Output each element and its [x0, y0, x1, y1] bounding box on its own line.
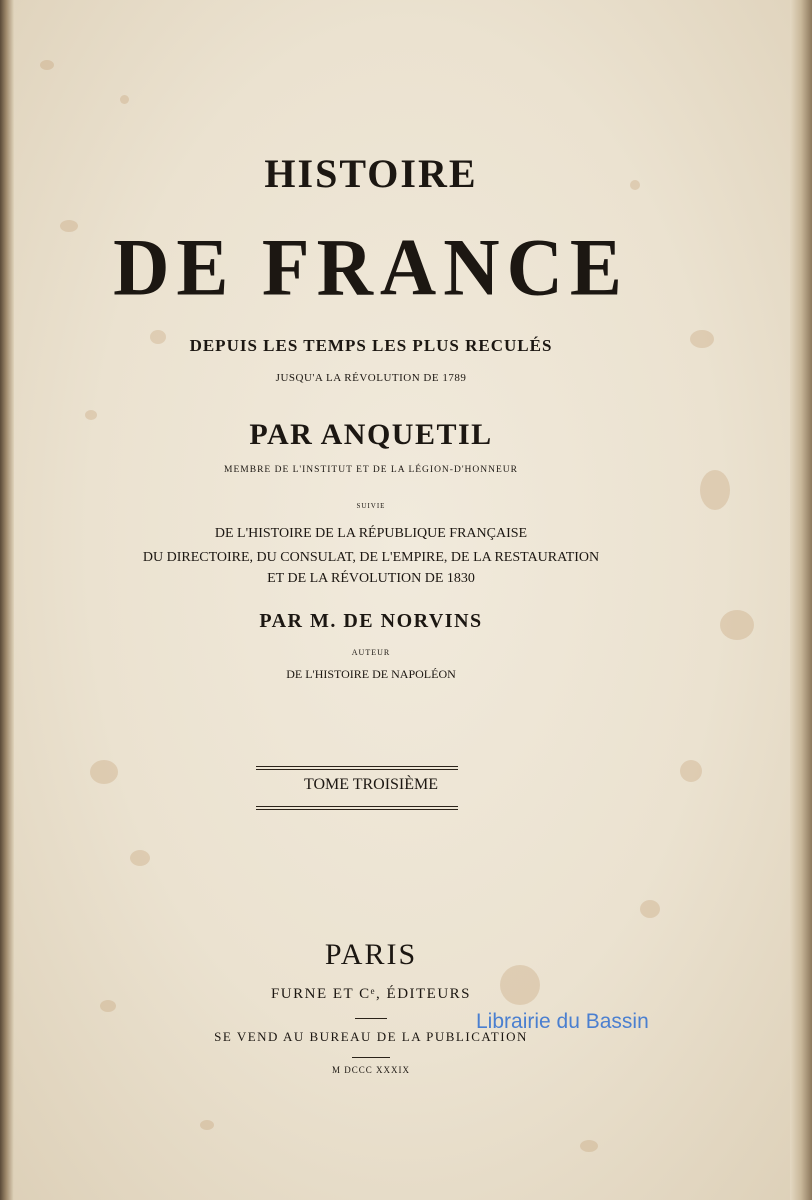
page-right-edge	[790, 0, 812, 1200]
volume-label: TOME TROISIÈME	[303, 776, 439, 793]
imprint-sale: SE VEND AU BUREAU DE LA PUBLICATION	[214, 1029, 528, 1044]
foxing-spot	[580, 1140, 598, 1152]
foxing-spot	[640, 900, 660, 918]
subtitle-jusqua: JUSQU'A LA RÉVOLUTION DE 1789	[275, 372, 467, 384]
foxing-spot	[130, 850, 150, 866]
tome-rule-bottom	[256, 806, 458, 807]
continuation-line-2: DU DIRECTOIRE, DU CONSULAT, DE L'EMPIRE, DE LA RESTAURATION	[142, 550, 600, 565]
continuation-line-3: ET DE LA RÉVOLUTION DE 1830	[267, 571, 475, 586]
title-histoire: HISTOIRE	[264, 151, 478, 196]
suivie-label: SUIVIE	[356, 502, 386, 510]
continuation-line-1: DE L'HISTOIRE DE LA RÉPUBLIQUE FRANÇAISE	[214, 526, 528, 541]
continuator-work: DE L'HISTOIRE DE NAPOLÉON	[286, 667, 456, 681]
imprint-city: PARIS	[324, 938, 418, 971]
imprint-date: M DCCC XXXIX	[331, 1065, 410, 1075]
imprint-rule	[355, 1018, 387, 1019]
imprint-rule-2	[352, 1057, 390, 1058]
tome-rule-top	[256, 766, 458, 767]
continuator-role: AUTEUR	[351, 648, 391, 657]
author-credentials: MEMBRE DE L'INSTITUT ET DE LA LÉGION-D'HONNEUR	[224, 465, 518, 475]
imprint-publisher: FURNE ET Cᵉ, ÉDITEURS	[270, 986, 472, 1002]
title-de-france: DE FRANCE	[113, 220, 629, 313]
bookseller-watermark: Librairie du Bassin	[476, 1010, 649, 1033]
subtitle-depuis: DEPUIS LES TEMPS LES PLUS RECULÉS	[189, 336, 553, 355]
foxing-spot	[40, 60, 54, 70]
continuator-line: PAR M. DE NORVINS	[259, 610, 483, 632]
foxing-spot	[200, 1120, 214, 1130]
tome-rule-top-2	[256, 769, 458, 770]
tome-rule-bottom-2	[256, 809, 458, 810]
author-line: PAR ANQUETIL	[249, 418, 493, 451]
foxing-spot	[120, 95, 129, 104]
